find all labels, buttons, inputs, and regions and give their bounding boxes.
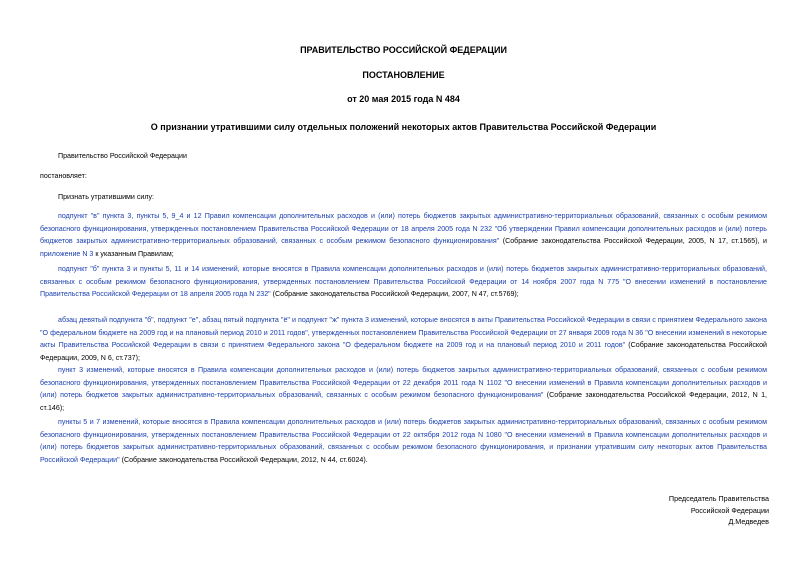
signature-name: Д.Медведев: [728, 517, 769, 526]
document-org: ПРАВИТЕЛЬСТВО РОССИЙСКОЙ ФЕДЕРАЦИИ: [300, 45, 507, 55]
document-link[interactable]: пункты 5 и 7 изменений, которые вносятся в Правила компенсации дополнительных расходов и (или) потерь бюджетов закрытых административно-территориальных образований, связанных с особым режимом безопасного функционирования, утвержденных постановлением Правительства Российской Федерации от 22 октября 2012 года N 1080 "О внесении изменений в Правила компенсации дополнительных расходов и (или) потерь бюджетов закрытых административно-территориальных образований, связанных с особым режимом безопасного функционирования, и признании утратившим силу некоторых актов Правительства Российской Федерации": [40, 418, 767, 464]
item-text: (Собрание законодательства Российской Федерации, 2012, N 44, ст.6024).: [119, 455, 368, 464]
intro-government: Правительство Российской Федерации: [58, 152, 187, 160]
list-item: [40, 210, 767, 260]
list-item: [40, 416, 767, 466]
document-type: ПОСТАНОВЛЕНИЕ: [362, 70, 445, 80]
item-text: (Собрание законодательства Российской Федерации, 2007, N 47, ст.5769);: [270, 290, 519, 298]
item-text: (Собрание законодательства Российской Федерации, 2009, N 6, ст.737);: [40, 341, 767, 362]
document-link[interactable]: подпункт "в" пункта 3, пункты 5, 9_4 и 12 Правил компенсации дополнительных расходов и (или) потерь бюджетов закрытых административно-территориальных образований, связанных с особым режимом безопасного функционирования, утвержденных постановлением Правительства Российской Федерации от 18 апреля 2005 года N 232 "Об утверждении Правил компенсации дополнительных расходов и (или) потерь бюджетов закрытых административно-территориальных образований, связанных с особым режимом безопасного функционирования": [40, 212, 767, 245]
item-text: (Собрание законодательства Российской Федерации, 2012, N 1, ст.146);: [40, 391, 767, 412]
document-link[interactable]: абзац девятый подпункта "б", подпункт "е", абзац пятый подпункта "ё" и подпункт "ж" пункта 3 изменений, которые вносятся в акты Правительства Российской Федерации в связи с принятием Федерального закона "О федеральном бюджете на 2009 год и на плановый период 2010 и 2011 годов", утвержденных постановлением Правительства Российской Федерации от 27 января 2009 года N 36 "О внесении изменений в некоторые акты Правительства Российской Федерации в связи с принятием Федерального закона "О федеральном бюджете на 2009 год и на плановый период 2010 и 2011 годов": [40, 316, 767, 349]
intro-recognize: Признать утратившими силу:: [58, 193, 155, 201]
document-title: О признании утратившими силу отдельных положений некоторых актов Правительства Российской Федерации: [150, 122, 657, 132]
item-text: к указанным Правилам;: [93, 249, 174, 258]
document-link[interactable]: приложение N 3: [40, 249, 94, 258]
document-link[interactable]: пункт 3 изменений, которые вносятся в Правила компенсации дополнительных расходов и (или) потерь бюджетов закрытых административно-территориальных образований, связанных с особым режимом безопасного функционирования, утвержденных постановлением Правительства Российской Федерации от 22 декабря 2011 года N 1102 "О внесении изменений в Правила компенсации дополнительных расходов и (или) потерь бюджетов закрытых административно-территориальных образований, связанных с особым режимом безопасного функционирования": [40, 366, 767, 399]
signature-title: Председатель Правительства: [668, 494, 769, 503]
document-date: от 20 мая 2015 года N 484: [347, 94, 460, 104]
signature-block: [669, 493, 769, 528]
intro-decrees: постановляет:: [40, 172, 87, 180]
item-text: (Собрание законодательства Российской Федерации, 2005, N 17, ст.1565), и: [499, 237, 767, 245]
document-link[interactable]: подпункт "б" пункта 3 и пункты 5, 11 и 14 изменений, которые вносятся в Правила компенсации дополнительных расходов и (или) потерь бюджетов закрытых административно-территориальных образований, связанных с особым режимом безопасного функционирования, утвержденных постановлением Правительства Российской Федерации от 14 ноября 2007 года N 775 "О внесении изменений в постановление Правительства Российской Федерации от 18 апреля 2005 года N 232": [40, 265, 767, 298]
signature-country: Российской Федерации: [690, 505, 769, 515]
list-item: [40, 364, 767, 414]
list-item: [40, 314, 767, 364]
list-item: [40, 263, 767, 301]
